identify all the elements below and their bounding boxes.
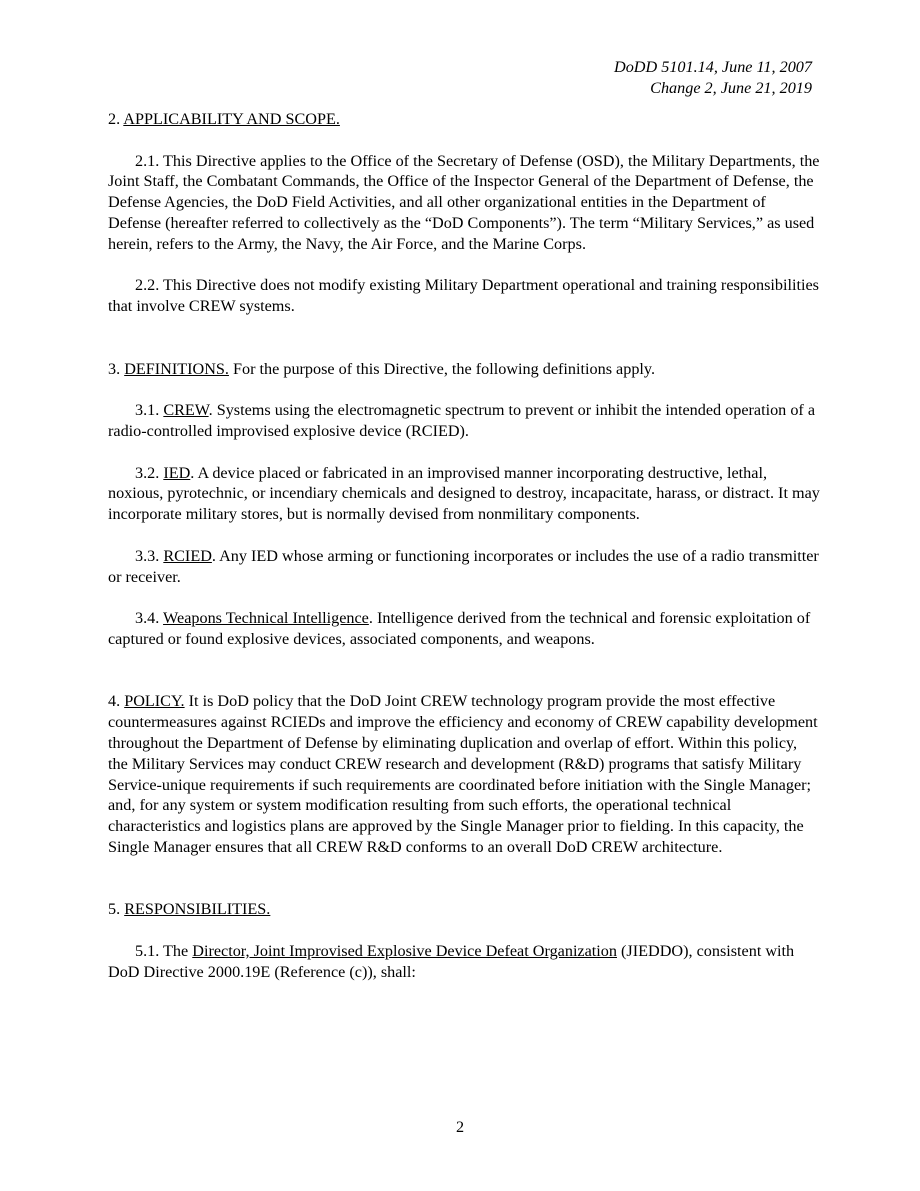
paragraph-2-1: 2.1. This Directive applies to the Office of the Secretary of Defense (OSD), the Military Departments, the Joint Staff, the Combatant Commands, the Office of the Inspector General of the Department of Defense, the Defense Agencies, the DoD Field Activities, and all other organizational entities in the Department of Defense (hereafter referred to collectively as the “DoD Components”). The term “Military Services,” as used herein, refers to the Army, the Navy, the Air Force, and the Marine Corps. — [108, 151, 820, 253]
definition-term: RCIED — [163, 546, 212, 565]
paragraph-2-2: 2.2. This Directive does not modify existing Military Department operational and training responsibilities that involve CREW systems. — [108, 276, 819, 316]
section-4-policy: 4. POLICY. It is DoD policy that the DoD Joint CREW technology program provide the most effective countermeasures against RCIEDs and improve the efficiency and economy of CREW capability development throughout the Department of Defense by eliminating duplication and overlap of effort. Within this policy, the Military Services may conduct CREW research and development (R&D) programs that satisfy Military Service-unique requirements if such requirements are coordinated before initiation with the Single Manager; and, for any system or system modification resulting from such efforts, the operational technical characteristics and logistics plans are approved by the Single Manager prior to fielding. In this capacity, the Single Manager ensures that all CREW R&D conforms to an overall DoD CREW architecture. — [108, 692, 818, 856]
organization-name: Director, Joint Improvised Explosive Device Defeat Organization — [192, 941, 617, 960]
change-date: Change 2, June 21, 2019 — [650, 78, 812, 97]
definition-weapons-technical-intelligence: 3.4. Weapons Technical Intelligence. Intelligence derived from the technical and forensic exploitation of captured or found explosive devices, associated components, and weapons. — [108, 609, 811, 648]
document-header — [614, 57, 812, 98]
definition-term: Weapons Technical Intelligence — [163, 609, 369, 628]
definition-rcied: 3.3. RCIED. Any IED whose arming or functioning incorporates or includes the use of a radio transmitter or receiver. — [108, 546, 819, 586]
section-5-title: RESPONSIBILITIES. — [124, 900, 271, 919]
section-5-heading: 5. RESPONSIBILITIES. — [108, 900, 271, 919]
definition-term: CREW — [163, 401, 209, 420]
section-3-heading: 3. DEFINITIONS. For the purpose of this Directive, the following definitions apply. — [108, 359, 655, 378]
section-3-title: DEFINITIONS. — [124, 359, 229, 378]
definition-ied: 3.2. IED. A device placed or fabricated in an improvised manner incorporating destructive, lethal, noxious, pyrotechnic, or incendiary chemicals and designed to destroy, incapacitate, harass, or distract. It may incorporate military stores, but is normally devised from nonmilitary components. — [108, 463, 820, 524]
section-4-title: POLICY. — [124, 692, 185, 711]
page-number: 2 — [455, 1118, 465, 1136]
definition-term: IED — [163, 463, 191, 482]
section-2-heading: 2. APPLICABILITY AND SCOPE. — [108, 110, 340, 128]
paragraph-5-1: 5.1. The Director, Joint Improvised Explosive Device Defeat Organization (JIEDDO), consistent with DoD Directive 2000.19E (Reference (c)), shall: — [108, 941, 795, 981]
definition-crew: 3.1. CREW. Systems using the electromagnetic spectrum to prevent or inhibit the intended operation of a radio-controlled improvised explosive device (RCIED). — [108, 401, 816, 440]
section-2-title: APPLICABILITY AND SCOPE. — [123, 110, 340, 128]
document-id-date: DoDD 5101.14, June 11, 2007 — [614, 58, 812, 76]
document-body — [108, 109, 820, 982]
